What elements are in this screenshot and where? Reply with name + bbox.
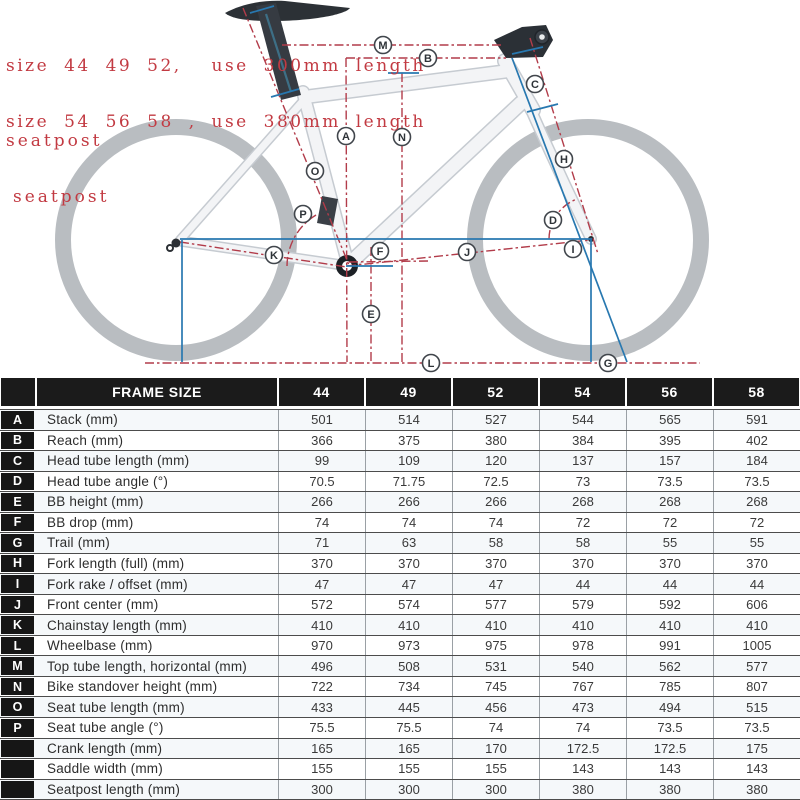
marker-k-label: K [270,249,278,262]
geometry-table [0,376,800,800]
value-size-44: 74 [278,513,365,533]
value-size-49: 574 [365,595,452,615]
header-size-49: 49 [366,378,451,406]
value-size-54: 72 [539,513,626,533]
value-size-52: 527 [452,410,539,430]
value-size-49: 300 [365,780,452,800]
row-letter-cell: M [1,657,34,675]
value-size-56: 565 [626,410,713,430]
row-letter-cell: I [1,575,34,593]
row-label: Fork length (full) (mm) [47,555,185,571]
value-size-58: 807 [713,677,800,697]
row-letter-cell: H [1,555,34,573]
value-size-49: 445 [365,697,452,717]
value-size-58: 591 [713,410,800,430]
table-row-fork-length-full-mm [0,553,800,574]
value-size-54: 544 [539,410,626,430]
value-size-58: 380 [713,780,800,800]
value-size-44: 300 [278,780,365,800]
value-size-52: 266 [452,492,539,512]
value-size-54: 268 [539,492,626,512]
value-size-56: 268 [626,492,713,512]
note-line: size 44 49 52, use 300mm length [6,56,426,76]
value-size-58: 1005 [713,636,800,656]
table-header-row [0,376,800,409]
value-size-54: 579 [539,595,626,615]
row-letter-cell: C [1,452,34,470]
marker-b-label: B [424,52,432,65]
value-size-54: 143 [539,759,626,779]
value-size-54: 767 [539,677,626,697]
row-label: Bike standover height (mm) [47,679,218,695]
row-letter-cell: B [1,432,34,450]
value-size-44: 433 [278,697,365,717]
value-size-54: 44 [539,574,626,594]
marker-e-label: E [367,308,375,321]
value-size-56: 370 [626,554,713,574]
value-size-49: 266 [365,492,452,512]
marker-f-label: F [376,245,384,258]
marker-o-label: O [310,165,320,178]
table-body [0,409,800,800]
marker-g-label: G [603,357,613,370]
row-label: BB drop (mm) [47,514,134,530]
row-label: Stack (mm) [47,412,118,428]
row-letter-cell: A [1,411,34,429]
value-size-54: 410 [539,615,626,635]
value-size-56: 44 [626,574,713,594]
marker-j-label: J [463,246,471,259]
marker-i-label: I [571,243,575,256]
geometry-diagram [0,0,800,376]
value-size-49: 514 [365,410,452,430]
row-label: Seat tube length (mm) [47,699,185,715]
header-size-52: 52 [453,378,538,406]
header-frame-size-cell: FRAME SIZE [37,378,277,406]
value-size-58: 577 [713,656,800,676]
value-size-58: 184 [713,451,800,471]
row-letter-cell: O [1,698,34,716]
value-size-52: 170 [452,739,539,759]
row-letter-cell: K [1,616,34,634]
table-row-head-tube-angle [0,471,800,492]
row-letter-cell: G [1,534,34,552]
header-size-54: 54 [540,378,625,406]
table-row-fork-rake-offset-mm [0,573,800,594]
value-size-49: 734 [365,677,452,697]
table-row-bike-standover-height-mm [0,676,800,697]
value-size-52: 975 [452,636,539,656]
value-size-54: 74 [539,718,626,738]
table-row-saddle-width-mm [0,758,800,779]
value-size-49: 165 [365,739,452,759]
value-size-44: 47 [278,574,365,594]
row-label: Top tube length, horizontal (mm) [47,658,247,674]
value-size-52: 74 [452,513,539,533]
table-row-head-tube-length-mm [0,450,800,471]
row-label: Saddle width (mm) [47,761,163,777]
value-size-56: 592 [626,595,713,615]
value-size-56: 395 [626,431,713,451]
table-row-trail-mm [0,532,800,553]
marker-c-label: C [531,78,539,91]
value-size-56: 991 [626,636,713,656]
value-size-49: 370 [365,554,452,574]
marker-h-label: H [560,153,568,166]
stem [494,25,553,58]
value-size-54: 58 [539,533,626,553]
value-size-44: 70.5 [278,472,365,492]
row-label: Wheelbase (mm) [47,638,153,654]
table-row-stack-mm [0,409,800,430]
row-letter-cell: L [1,637,34,655]
value-size-56: 172.5 [626,739,713,759]
value-size-44: 99 [278,451,365,471]
value-size-52: 58 [452,533,539,553]
row-letter-cell: P [1,719,34,737]
value-size-58: 370 [713,554,800,574]
value-size-58: 268 [713,492,800,512]
marker-l-label: L [427,357,435,370]
value-size-58: 55 [713,533,800,553]
table-row-wheelbase-mm [0,635,800,656]
value-size-44: 366 [278,431,365,451]
table-row-crank-length-mm [0,738,800,759]
value-size-56: 143 [626,759,713,779]
row-label: Head tube length (mm) [47,453,190,469]
value-size-49: 63 [365,533,452,553]
value-size-54: 370 [539,554,626,574]
marker-p-label: P [299,208,307,221]
row-label: Seat tube angle (°) [47,720,164,736]
value-size-56: 410 [626,615,713,635]
table-row-reach-mm [0,430,800,451]
value-size-52: 380 [452,431,539,451]
value-size-52: 745 [452,677,539,697]
value-size-58: 72 [713,513,800,533]
value-size-56: 785 [626,677,713,697]
value-size-52: 72.5 [452,472,539,492]
value-size-54: 137 [539,451,626,471]
value-size-52: 74 [452,718,539,738]
table-row-chainstay-length-mm [0,614,800,635]
value-size-49: 375 [365,431,452,451]
value-size-58: 410 [713,615,800,635]
row-letter-cell [1,781,34,799]
row-letter-cell: J [1,596,34,614]
table-row-front-center-mm [0,594,800,615]
marker-n-label: N [398,131,406,144]
value-size-44: 572 [278,595,365,615]
value-size-54: 473 [539,697,626,717]
row-label: BB height (mm) [47,494,144,510]
value-size-49: 109 [365,451,452,471]
value-size-49: 508 [365,656,452,676]
row-label: Head tube angle (°) [47,473,169,489]
value-size-58: 73.5 [713,472,800,492]
table-row-top-tube-length-horizontal-mm [0,655,800,676]
value-size-49: 410 [365,615,452,635]
value-size-44: 410 [278,615,365,635]
value-size-56: 73.5 [626,718,713,738]
value-size-52: 155 [452,759,539,779]
value-size-54: 978 [539,636,626,656]
value-size-58: 606 [713,595,800,615]
row-label: Seatpost length (mm) [47,781,181,797]
value-size-49: 75.5 [365,718,452,738]
row-label: Crank length (mm) [47,740,163,756]
row-letter-cell [1,740,34,758]
note-line: seatpost [6,131,103,151]
value-size-56: 72 [626,513,713,533]
value-size-52: 120 [452,451,539,471]
value-size-52: 531 [452,656,539,676]
table-row-bb-height-mm [0,491,800,512]
value-size-58: 143 [713,759,800,779]
row-label: Trail (mm) [47,535,110,551]
value-size-58: 515 [713,697,800,717]
value-size-44: 155 [278,759,365,779]
header-size-56: 56 [627,378,712,406]
marker-a-label: A [342,130,350,143]
value-size-44: 71 [278,533,365,553]
value-size-44: 75.5 [278,718,365,738]
value-size-49: 74 [365,513,452,533]
row-label: Reach (mm) [47,432,124,448]
marker-d-label: D [549,214,557,227]
value-size-44: 266 [278,492,365,512]
marker-m-label: M [378,39,388,52]
value-size-56: 55 [626,533,713,553]
value-size-54: 540 [539,656,626,676]
note-line: seatpost [13,187,110,207]
value-size-58: 402 [713,431,800,451]
value-size-56: 73.5 [626,472,713,492]
seatpost-note-large-sizes [6,60,426,260]
row-label: Fork rake / offset (mm) [47,576,188,592]
value-size-44: 496 [278,656,365,676]
value-size-52: 47 [452,574,539,594]
value-size-56: 562 [626,656,713,676]
row-letter-cell: D [1,473,34,491]
table-row-seat-tube-angle [0,717,800,738]
table-row-seat-tube-length-mm [0,696,800,717]
value-size-44: 370 [278,554,365,574]
row-label: Front center (mm) [47,597,159,613]
row-letter-cell: F [1,514,34,532]
value-size-49: 155 [365,759,452,779]
value-size-44: 722 [278,677,365,697]
value-size-52: 370 [452,554,539,574]
value-size-49: 973 [365,636,452,656]
value-size-54: 73 [539,472,626,492]
value-size-49: 71.75 [365,472,452,492]
row-letter-cell [1,760,34,778]
row-label: Chainstay length (mm) [47,617,187,633]
value-size-54: 380 [539,780,626,800]
value-size-49: 47 [365,574,452,594]
value-size-44: 165 [278,739,365,759]
value-size-54: 172.5 [539,739,626,759]
value-size-52: 456 [452,697,539,717]
value-size-56: 157 [626,451,713,471]
header-size-44: 44 [279,378,364,406]
value-size-52: 577 [452,595,539,615]
header-size-58: 58 [714,378,799,406]
header-corner-cell [1,378,35,406]
row-letter-cell: N [1,678,34,696]
value-size-56: 494 [626,697,713,717]
table-row-bb-drop-mm [0,512,800,533]
value-size-54: 384 [539,431,626,451]
row-letter-cell: E [1,493,34,511]
value-size-44: 970 [278,636,365,656]
value-size-58: 175 [713,739,800,759]
note-line: size 54 56 58 , use 380mm length [6,112,426,132]
value-size-58: 73.5 [713,718,800,738]
table-row-seatpost-length-mm [0,779,800,800]
value-size-58: 44 [713,574,800,594]
value-size-52: 410 [452,615,539,635]
value-size-52: 300 [452,780,539,800]
value-size-44: 501 [278,410,365,430]
value-size-56: 380 [626,780,713,800]
